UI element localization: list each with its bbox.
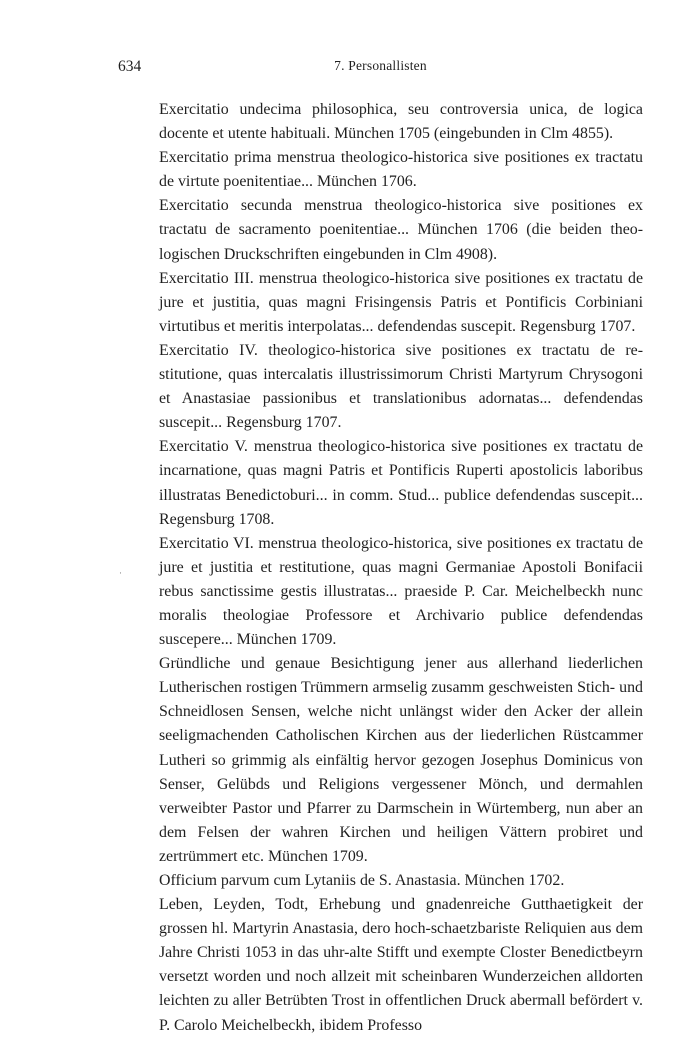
bibliography-entry: Exercitatio V. menstrua theologico-historica sive positiones ex tractatu de incarnatione, quas magni Patris et Pontificis Ruperti apostolicis laboribus illustratas Benedictoburi... in comm. Stud... publice defendendas suscepit... Regensburg 1708. (159, 438, 643, 528)
page-header (118, 58, 643, 82)
bibliography-entry: Exercitatio IV. theologico-historica sive positiones ex tractatu de restitutione, quas intercalatis illustrissimorum Christi Martyrum Chrysogoni et Anastasiae passionibus et translationibus adornatas... defendendas suscepit... Regensburg 1707. (159, 341, 643, 432)
running-head: 7. Personallisten (334, 58, 427, 73)
bibliography-entry: Exercitatio prima menstrua theologico-historica sive positiones ex tractatu de virtute poenitentiae... München 1706. (159, 149, 643, 191)
bibliography-list (159, 98, 643, 1038)
bibliography-entry: Exercitatio VI. menstrua theologico-historica, sive positiones ex tractatu de jure et justitia et restitutione, quas magni Germaniae Apostoli Bonifacii rebus sanctissime gestis illustratas... praeside P. Car. Meichelbeckh nunc moralis theologiae Professore et Archivario publice defendendas suscepere... München 1709. (159, 534, 643, 649)
page-number: 634 (118, 58, 142, 75)
bibliography-entry: Exercitatio undecima philosophica, seu controversia unica, de logica docente et utente habituali. München 1705 (eingebunden in Clm 4855). (159, 101, 643, 143)
bibliography-entry: Gründliche und genaue Besichtigung jener aus allerhand liederlichen Lutherischen rostigen Trümmern armselig zusamm geschweisten Stich- und Schneidlosen Sensen, welche nicht unlängst wider den Acker der allein seeligmachenden Catholischen Kirchen aus der liederlichen Rüstcammer Lutheri so grimmig als einfältig hervor gezogen Josephus Dominicus von Senser, Gelübds und Religions vergessener Mönch, und dermahlen verweibter Pastor und Pfarrer zu Darmschein in Würtemberg, nun aber an dem Felsen der wahren Kirchen und heiligen Vättern probiret und zertrümmert etc. München 1709. (159, 655, 643, 865)
bibliography-entry: Officium parvum cum Lytaniis de S. Anastasia. München 1702. (159, 872, 565, 889)
bibliography-entry: Leben, Leyden, Todt, Erhebung und gnadenreiche Gutthaetigkeit der grossen hl. Martyrin Anastasia, dero hoch-schaetzbariste Reliquien aus dem Jahre Christi 1053 in das uhr-alte Stifft und exempte Closter Benedictbeyrn versetzt worden und noch allzeit mit scheinbaren Wunderzeichen alldorten leichten zu aller Betrübten Trost in offentlichen Druck abermall befördert v. P. Carolo Meichelbeckh, ibidem Professo (159, 896, 643, 1034)
margin-mark: · (119, 568, 122, 578)
bibliography-entry: Exercitatio secunda menstrua theologico-historica sive positiones ex tractatu de sacramento poenitentiae... München 1706 (die beiden theologischen Druckschriften eingebunden in Clm 4908). (159, 197, 643, 263)
bibliography-entry: Exercitatio III. menstrua theologico-historica sive positiones ex tractatu de jure et justitia, quas magni Frisingensis Patris et Pontificis Corbiniani virtutibus et meritis interpolatas... defendendas suscepit. Regensburg 1707. (159, 269, 643, 335)
